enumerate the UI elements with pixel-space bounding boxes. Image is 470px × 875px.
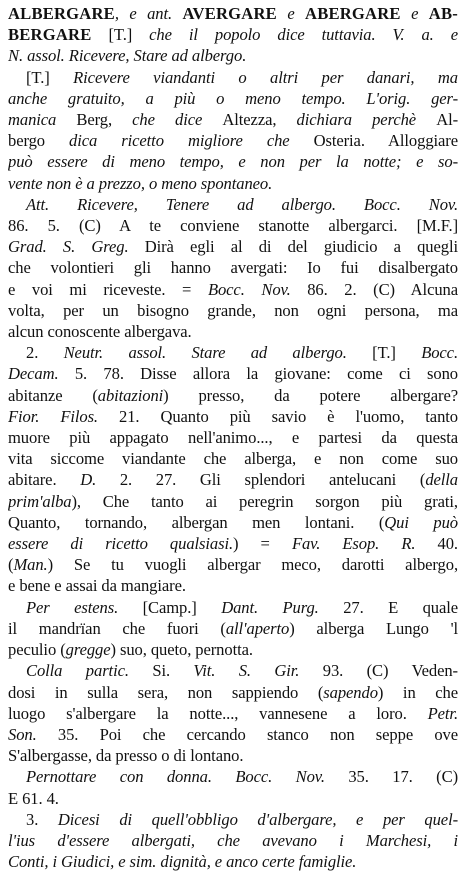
text-run: ) in che (377, 682, 458, 702)
italic-text: , e ant. (114, 4, 183, 23)
text-run: dosi in sulla sera, non sappiendo ( (8, 682, 324, 702)
text-run: ) presso, da potere albergare? (163, 385, 458, 405)
italic-text: Man. (13, 555, 48, 575)
entry-line (8, 809, 458, 830)
entry-line (8, 321, 458, 342)
headword: AVERGARE (182, 4, 277, 23)
entry-line (8, 173, 458, 194)
entry-line (8, 3, 458, 24)
entry-line (8, 342, 458, 363)
text-run: 21. Quanto più savio è l'uomo, tanto (119, 406, 458, 426)
text-run: ) alberga Lungo 'l (289, 618, 458, 638)
text-run: che volontieri gli hanno avergati: Io fui disalbergato (8, 258, 458, 278)
text-run: 93. (C) Veden- (322, 661, 458, 681)
text-run: luogo s'albergare la notte..., vannesene a loro. (8, 703, 428, 723)
entry-line (8, 427, 458, 448)
entry-line (8, 724, 458, 745)
text-run: e bene e assai da mangiare. (8, 576, 186, 596)
italic-text: Ricevere viandanti o altri per danari, ma (73, 67, 458, 87)
text-run: 3. (26, 809, 58, 829)
text-run: volta, per un bisogno grande, non ogni persona, ma (8, 300, 458, 320)
entry-line (8, 130, 458, 151)
headword: AB- (428, 4, 458, 23)
entry-line (8, 300, 458, 321)
italic-text: Grad. S. Greg. (8, 237, 145, 257)
italic-text: Fior. Filos. (8, 406, 119, 426)
entry-line (8, 851, 458, 872)
italic-text: gregge (65, 640, 111, 660)
headword: ALBERGARE (8, 4, 115, 23)
entry-line (8, 257, 458, 278)
text-run: ( (8, 555, 14, 575)
text-run: 40. (437, 534, 458, 554)
italic-text: Vit. S. Gir. (193, 661, 323, 681)
entry-line (8, 597, 458, 618)
italic-text: Fav. Esop. R. (291, 534, 438, 554)
entry-line (8, 766, 458, 787)
entry-line (8, 682, 458, 703)
text-run: E 61. 4. (8, 788, 59, 808)
entry-line (8, 406, 458, 427)
italic-text: Pernottare con donna. Bocc. Nov. (26, 767, 349, 787)
text-run: Si. (152, 661, 194, 681)
text-run: abitare. (8, 470, 81, 490)
italic-text: sapendo (323, 682, 378, 702)
text-run: ), Che tanto ai peregrin sorgon più grati, (71, 491, 458, 511)
italic-text: dichiara perchè (296, 110, 437, 130)
italic-text: Bocc. (421, 343, 458, 363)
entry-line (8, 67, 458, 88)
entry-line (8, 469, 458, 490)
italic-text: Att. Ricevere, Tenere ad albergo. Bocc. Nov. (26, 194, 458, 214)
italic-text: Son. (8, 724, 58, 744)
text-run: e voi mi riceveste. = (8, 279, 208, 299)
italic-text: Per estens. (26, 597, 143, 617)
headword: BERGARE (8, 25, 92, 45)
text-run: Berg, (76, 110, 133, 130)
text-run: muore più appagato nell'animo..., e partesi da questa (8, 428, 458, 448)
text-run: il mandrïan che fuori ( (8, 618, 226, 638)
entry-line (8, 215, 458, 236)
italic-text: anche gratuito, a più o meno tempo. L'orig. ger- (8, 88, 458, 108)
entry-line (8, 554, 458, 575)
italic-text: che il popolo dice tuttavia. V. a. e (149, 25, 458, 45)
italic-text: e (400, 4, 429, 23)
text-run: bergo (8, 131, 70, 151)
entry-line (8, 512, 458, 533)
text-run: ) = (233, 534, 292, 554)
entry-line (8, 194, 458, 215)
italic-text: all'aperto (225, 618, 290, 638)
italic-text: che dice (132, 110, 223, 130)
text-run: Dirà egli al di del giudicio a quegli (144, 237, 458, 257)
text-run: 2. 27. Gli splendori antelucani ( (119, 470, 426, 490)
italic-text: Conti, i Giudici, e sim. dignità, e anco certe famiglie. (8, 852, 357, 872)
text-run: Osteria. Alloggiare (313, 131, 458, 151)
text-run: S'albergasse, da presso o di lontano. (8, 746, 244, 766)
text-run: Al- (436, 110, 458, 130)
text-run: 2. (26, 343, 64, 363)
entry-line (8, 788, 458, 809)
text-run: Altezza, (222, 110, 297, 130)
text-run: [T.] (26, 67, 74, 87)
dictionary-entry (8, 3, 458, 872)
text-run: 86. 5. (C) A te conviene stanotte albergarci. [M.F.] (8, 216, 458, 236)
text-run: 35. Poi che cercando stanco non seppe ove (57, 724, 458, 744)
italic-text: vente non è a prezzo, o meno spontaneo. (8, 173, 273, 193)
italic-text: Colla partic. (26, 661, 153, 681)
entry-line (8, 575, 458, 596)
entry-line (8, 660, 458, 681)
text-run: Quanto, tornando, albergan men lontani. ( (8, 512, 385, 532)
italic-text: essere di ricetto qualsiasi. (8, 534, 234, 554)
italic-text: della (425, 470, 458, 490)
italic-text: abitazioni (97, 385, 164, 405)
italic-text: Neutr. assol. Stare ad albergo. (63, 343, 373, 363)
text-run: ) Se tu vuogli albergar meco, darotti albergo, (47, 555, 458, 575)
entry-line (8, 830, 458, 851)
italic-text: N. assol. Ricevere, Stare ad albergo. (8, 46, 247, 66)
italic-text: Dant. Purg. (221, 597, 344, 617)
italic-text: Petr. (427, 703, 458, 723)
entry-line (8, 24, 458, 45)
entry-line (8, 533, 458, 554)
italic-text: Bocc. Nov. (207, 279, 308, 299)
entry-line (8, 385, 458, 406)
entry-line (8, 363, 458, 384)
entry-line (8, 745, 458, 766)
entry-line (8, 703, 458, 724)
italic-text: può essere di meno tempo, e non per la notte; e so- (8, 152, 458, 172)
entry-line (8, 448, 458, 469)
text-run: [Camp.] (142, 597, 222, 617)
text-run: 27. E quale (343, 597, 458, 617)
italic-text: manica (8, 110, 77, 130)
text-run: peculio ( (8, 640, 66, 660)
entry-line (8, 639, 458, 660)
entry-line (8, 279, 458, 300)
italic-text: l'ius d'essere albergati, che avevano i Marchesi, i (8, 830, 458, 850)
entry-line (8, 109, 458, 130)
entry-line (8, 88, 458, 109)
text-run: [T.] (91, 25, 150, 45)
text-run: 86. 2. (C) Alcuna (307, 279, 458, 299)
entry-line (8, 491, 458, 512)
text-run: [T.] (372, 343, 422, 363)
entry-line (8, 151, 458, 172)
entry-line (8, 236, 458, 257)
italic-text: prim'alba (8, 491, 72, 511)
text-run: vita siccome viandante che alberga, e non come suo (8, 449, 458, 469)
text-run: 5. 78. Disse allora la giovane: come ci sono (74, 364, 458, 384)
italic-text: Decam. (8, 364, 75, 384)
headword: ABERGARE (305, 4, 401, 23)
italic-text: Qui può (384, 512, 458, 532)
text-run: abitanze ( (8, 385, 98, 405)
italic-text: D. (80, 470, 120, 490)
entry-line (8, 45, 458, 66)
text-run: alcun conoscente albergava. (8, 322, 192, 342)
text-run: 35. 17. (C) (348, 767, 458, 787)
italic-text: dica ricetto migliore che (69, 131, 314, 151)
entry-line (8, 618, 458, 639)
text-run: ) suo, queto, pernotta. (110, 640, 253, 660)
italic-text: Dicesi di quell'obbligo d'albergare, e per quel- (57, 809, 458, 829)
italic-text: e (276, 4, 306, 23)
